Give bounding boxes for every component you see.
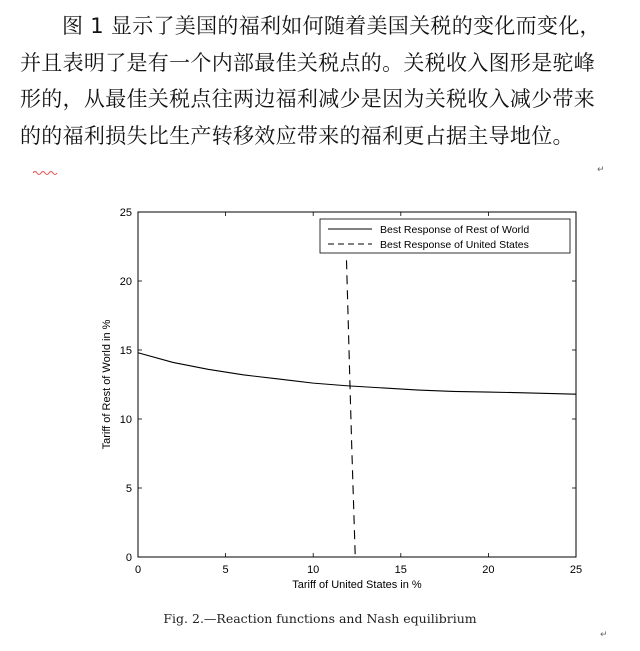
series-line-rest-of-world	[138, 353, 576, 394]
legend	[320, 219, 570, 253]
paragraph-line-3: 形的，从最佳关税点往两边福利减少是因为关税收入减少带来	[20, 87, 596, 111]
y-tick-label: 15	[119, 345, 132, 357]
figure-caption: Fig. 2.—Reaction functions and Nash equilibrium	[163, 611, 477, 626]
x-axis-label: Tariff of United States in %	[292, 579, 422, 591]
paragraph-line-2: 并且表明了是有一个内部最佳关税点的。关税收入图形是驼峰	[20, 50, 596, 75]
y-tick-label: 0	[125, 552, 132, 564]
legend-label-rest-of-world: Best Response of Rest of World	[380, 224, 530, 236]
x-tick-label: 10	[307, 564, 320, 576]
x-tick-label: 0	[134, 564, 142, 576]
spellcheck-squiggle	[33, 170, 59, 175]
y-axis-label: Tariff of Rest of World in %	[101, 319, 113, 450]
x-tick-label: 5	[222, 564, 229, 576]
series-line-united-states	[346, 260, 355, 557]
reaction-functions-chart	[95, 200, 595, 600]
paragraph-end-mark: ↵	[597, 165, 605, 175]
caption-end-mark: ↵	[600, 630, 608, 640]
legend-label-united-states: Best Response of United States	[380, 239, 529, 251]
y-tick-label: 20	[119, 276, 132, 288]
axis-ticks-group	[120, 207, 582, 576]
y-tick-label: 10	[119, 414, 132, 426]
y-tick-label: 5	[125, 483, 132, 495]
y-tick-label: 25	[119, 207, 132, 219]
x-tick-label: 20	[482, 564, 495, 576]
plot-frame	[138, 212, 576, 557]
chinese-paragraph	[20, 8, 630, 154]
chart-svg	[95, 200, 595, 600]
x-tick-label: 25	[569, 564, 583, 576]
series-group	[138, 260, 576, 557]
x-tick-label: 15	[394, 564, 407, 576]
paragraph-line-1: 图 1 显示了美国的福利如何随着美国关税的变化而变化，	[62, 14, 601, 38]
paragraph-line-4: 的的福利损失比生产转移效应带来的福利更占据主导地位。	[20, 123, 574, 148]
